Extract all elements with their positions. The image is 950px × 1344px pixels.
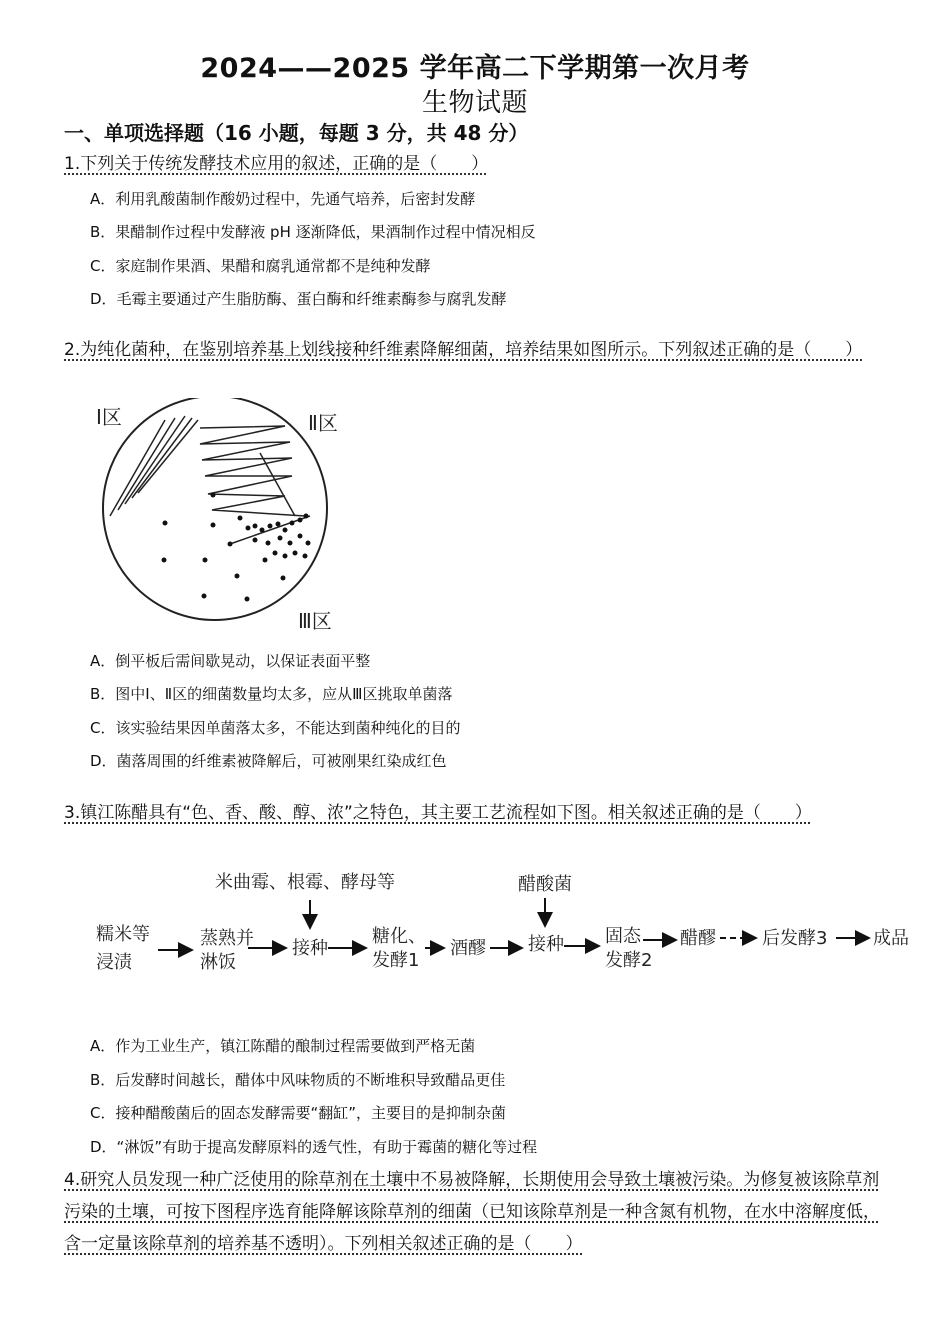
streak-plate-figure <box>80 398 380 638</box>
vinegar-process-flowchart <box>80 862 920 982</box>
question-1-option-b: B．果醋制作过程中发酵液 pH 逐渐降低，果酒制作过程中情况相反 <box>90 223 536 241</box>
question-4-stem: 4.研究人员发现一种广泛使用的除草剂在土壤中不易被降解，长期使用会导致土壤被污染。为修复被该除草剂污染的土壤，可按下图程序选育能降解该除草剂的细菌（已知该除草剂是一种含氮有机物，在水中溶解度低，含一定量该除草剂的培养基不透明）。下列相关叙述正确的是（ ） <box>64 1170 880 1254</box>
flow-step-7-line1: 固态 <box>605 926 641 947</box>
flow-step-3: 接种 <box>292 938 328 959</box>
zone-3-label: Ⅲ区 <box>298 609 332 633</box>
page-title: 2024——2025 学年高二下学期第一次月考 <box>200 53 750 84</box>
flow-step-2-line1: 蒸熟并 <box>200 928 254 949</box>
question-3-option-b: B．后发酵时间越长，醋体中风味物质的不断堆积导致醋品更佳 <box>90 1071 506 1089</box>
question-1-stem: 1.下列关于传统发酵技术应用的叙述，正确的是（ ） <box>64 154 489 174</box>
question-3-option-a: A．作为工业生产，镇江陈醋的酿制过程需要做到严格无菌 <box>90 1037 476 1055</box>
zone-1-label: Ⅰ区 <box>96 405 122 429</box>
section-heading: 一、单项选择题（16 小题，每题 3 分，共 48 分） <box>64 121 529 145</box>
flow-step-1-line1: 糯米等 <box>96 924 150 945</box>
page-subtitle: 生物试题 <box>421 88 528 118</box>
zone-1-streaks <box>110 416 198 516</box>
flow-step-4-line1: 糖化、 <box>372 926 426 947</box>
zone-3-streak <box>260 453 295 516</box>
flow-step-4-line2: 发酵1 <box>372 950 420 971</box>
question-1-option-a: A．利用乳酸菌制作酸奶过程中，先通气培养，后密封发酵 <box>90 190 476 208</box>
question-3-stem: 3.镇江陈醋具有“色、香、酸、醇、浓”之特色，其主要工艺流程如下图。相关叙述正确的是（ ） <box>64 803 812 823</box>
question-2-option-d: D．菌落周围的纤维素被降解后，可被刚果红染成红色 <box>90 752 447 770</box>
flow-step-6: 接种 <box>528 934 564 955</box>
question-2-stem: 2.为纯化菌种，在鉴别培养基上划线接种纤维素降解细菌，培养结果如图所示。下列叙述正确的是（ ） <box>64 340 863 360</box>
zone-2-streak <box>200 426 305 516</box>
flow-input-molds: 米曲霉、根霉、酵母等 <box>215 872 395 893</box>
flow-step-2-line2: 淋饭 <box>200 952 236 973</box>
flow-input-acetobacter: 醋酸菌 <box>518 874 572 895</box>
colony-dots <box>162 493 311 602</box>
question-1-option-d: D．毛霉主要通过产生脂肪酶、蛋白酶和纤维素酶参与腐乳发酵 <box>90 290 507 308</box>
flow-step-7-line2: 发酵2 <box>605 950 653 971</box>
flow-step-10: 成品 <box>873 928 909 949</box>
question-3-option-c: C．接种醋酸菌后的固态发酵需要“翻缸”，主要目的是抑制杂菌 <box>90 1104 507 1122</box>
question-2-option-c: C．该实验结果因单菌落太多，不能达到菌种纯化的目的 <box>90 719 461 737</box>
zone-2-label: Ⅱ区 <box>308 411 338 435</box>
flow-step-9: 后发酵3 <box>762 928 828 949</box>
question-2-option-b: B．图中Ⅰ、Ⅱ区的细菌数量均太多，应从Ⅲ区挑取单菌落 <box>90 685 453 703</box>
question-3-option-d: D．“淋饭”有助于提高发酵原料的透气性，有助于霉菌的糖化等过程 <box>90 1138 538 1156</box>
flow-step-5: 酒醪 <box>450 938 486 959</box>
question-1-option-c: C．家庭制作果酒、果醋和腐乳通常都不是纯种发酵 <box>90 257 431 275</box>
question-2-option-a: A．倒平板后需间歇晃动，以保证表面平整 <box>90 652 371 670</box>
flow-step-8: 醋醪 <box>680 928 716 949</box>
flow-step-1-line2: 浸渍 <box>96 952 132 973</box>
